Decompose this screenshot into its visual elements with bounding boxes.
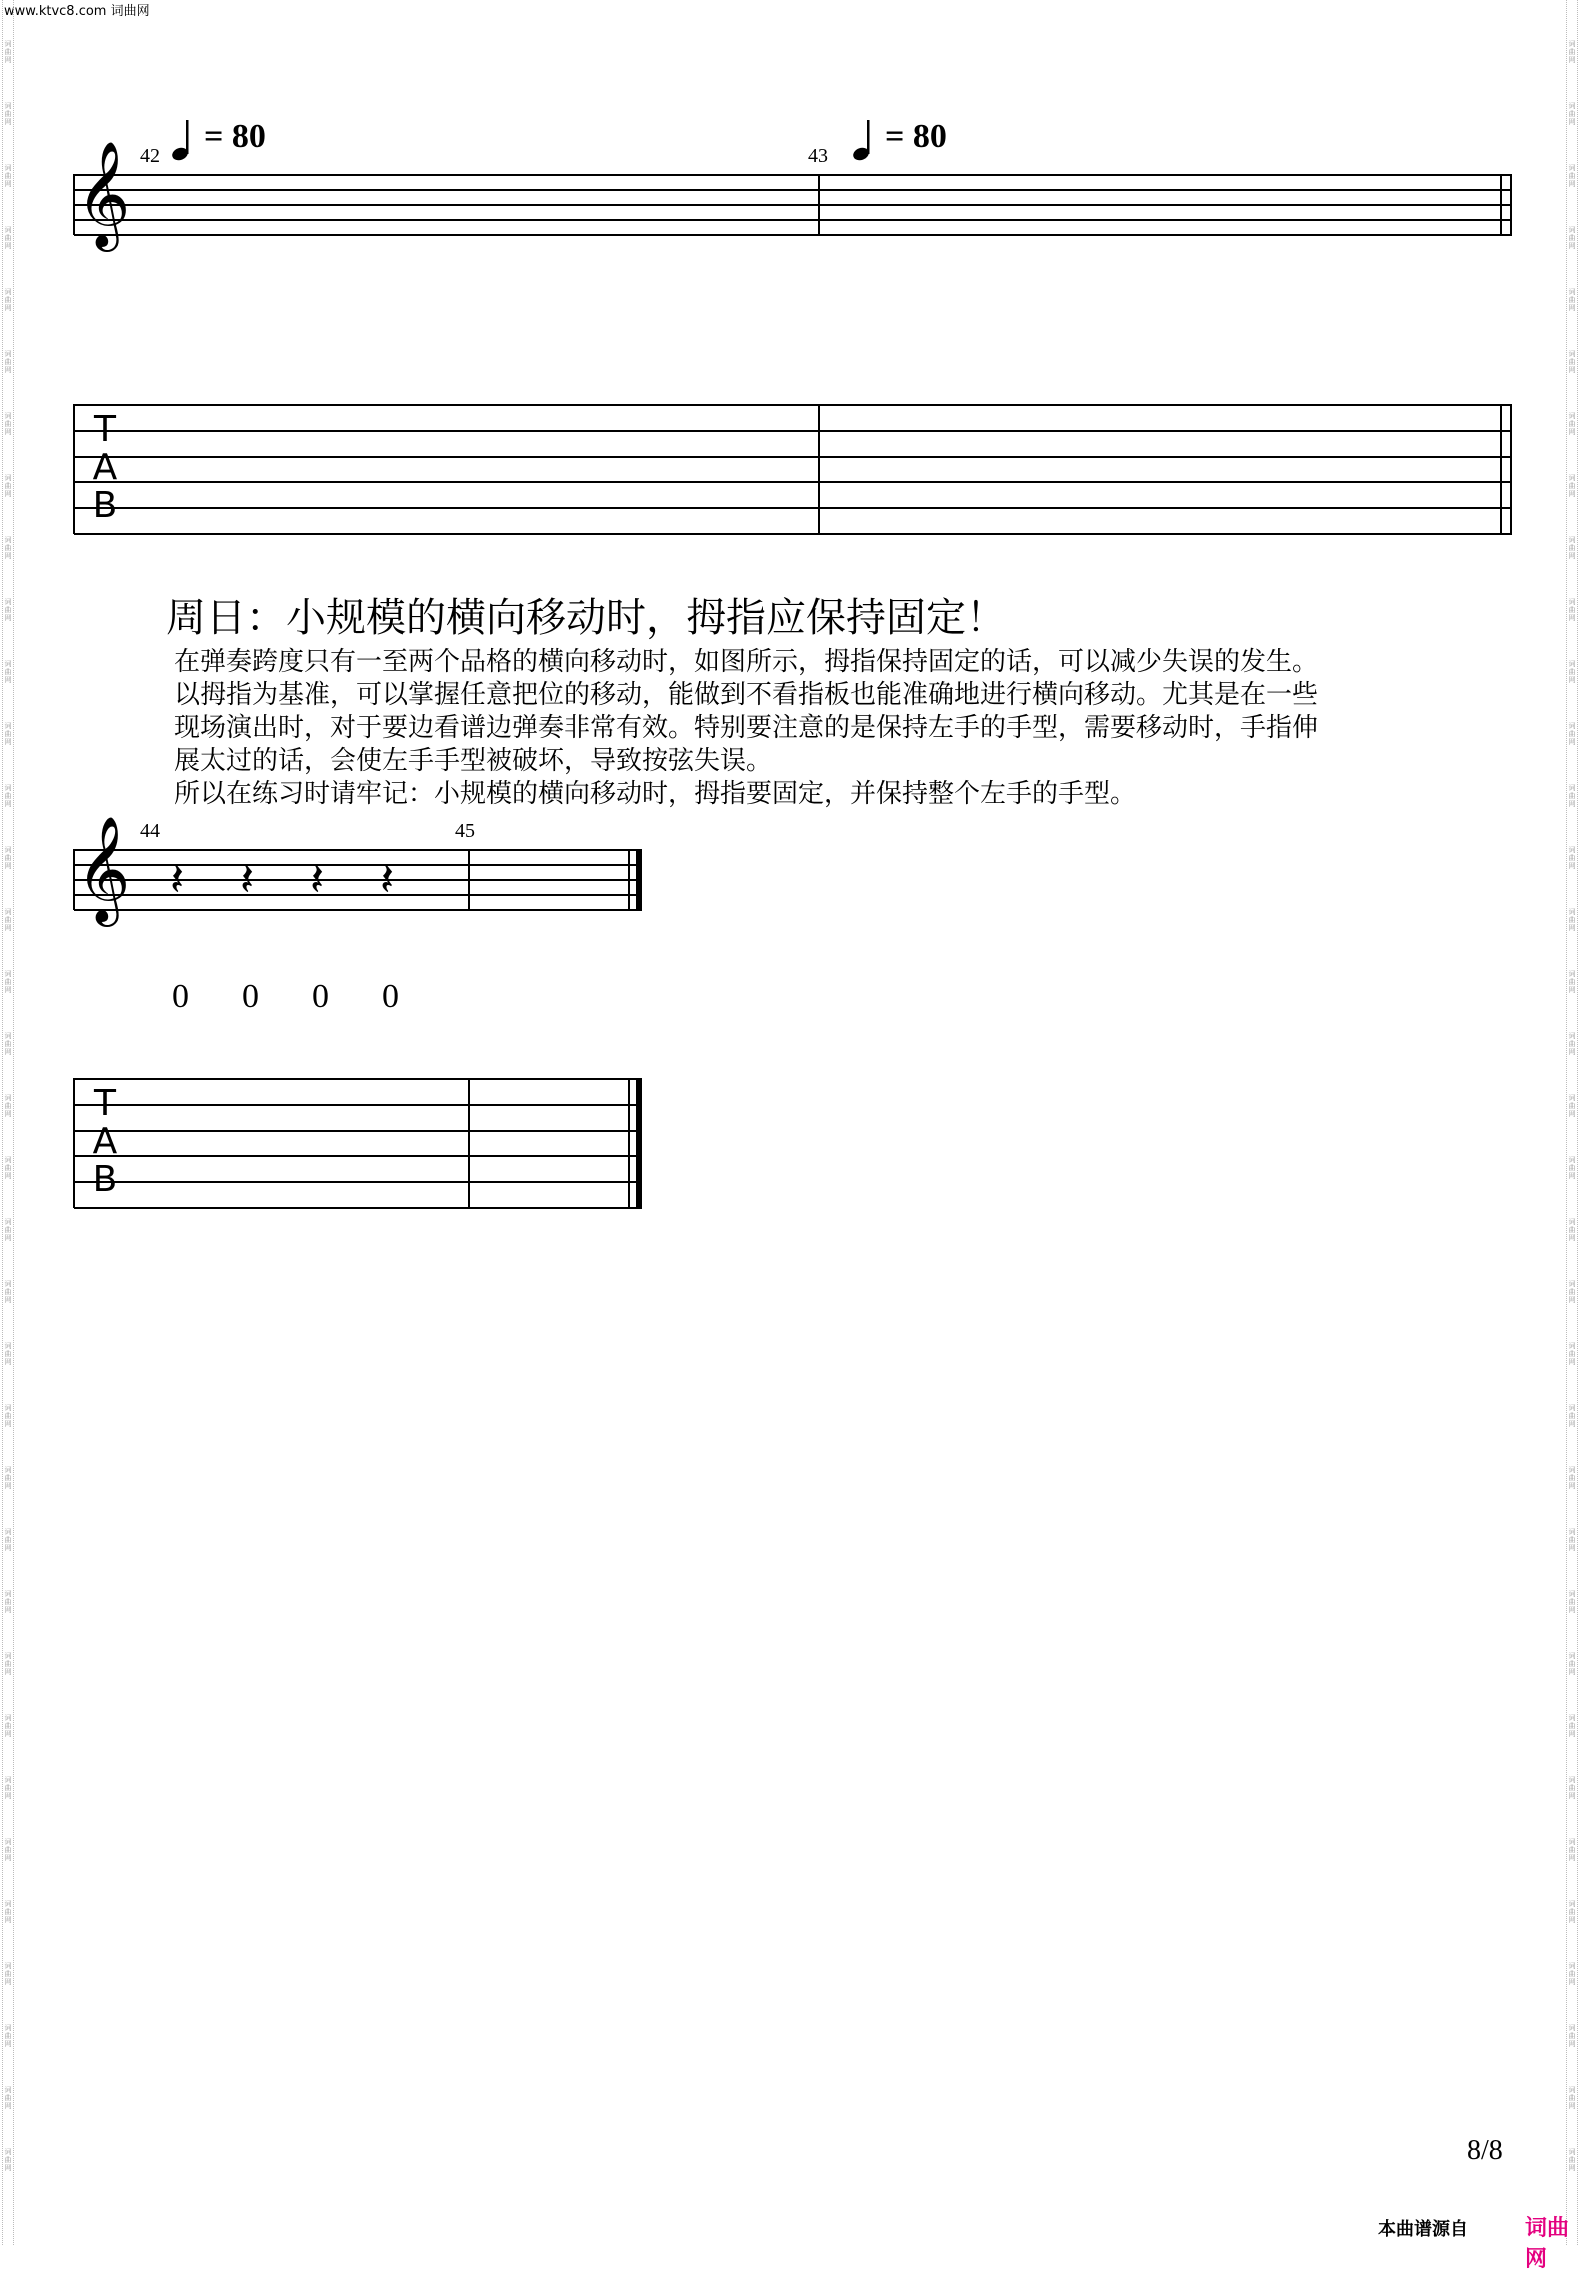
side-watermark-mark: 词 曲 网: [4, 2086, 12, 2110]
side-watermark-mark: 词 曲 网: [4, 1218, 12, 1242]
beat-number: 0: [172, 978, 189, 1015]
side-watermark-mark: 词 曲 网: [1568, 102, 1576, 126]
tab-letter-a: A: [92, 1121, 118, 1162]
side-watermark-mark: 词 曲 网: [4, 1280, 12, 1304]
quarter-note-icon: [170, 118, 200, 164]
side-watermark-mark: 词 曲 网: [1568, 2024, 1576, 2048]
side-watermark-mark: 词 曲 网: [1568, 784, 1576, 808]
paragraph-line: 在弹奏跨度只有一至两个品格的横向移动时，如图所示，拇指保持固定的话，可以减少失误的发生。: [174, 647, 1319, 677]
treble-clef-icon: 𝄞: [76, 815, 131, 922]
side-watermark-mark: 词 曲 网: [4, 164, 12, 188]
side-watermark-mark: 词 曲 网: [1568, 1342, 1576, 1366]
side-watermark-mark: 词 曲 网: [4, 1776, 12, 1800]
beat-number: 0: [382, 978, 399, 1015]
side-watermark-mark: 词 曲 网: [4, 2148, 12, 2172]
barline: [628, 1078, 630, 1208]
side-watermark-mark: 词 曲 网: [1568, 288, 1576, 312]
side-watermark-mark: 词 曲 网: [1568, 970, 1576, 994]
paragraph-line: 以拇指为基准，可以掌握任意把位的移动，能做到不看指板也能准确地进行横向移动。尤其是在一些: [174, 680, 1319, 710]
side-watermark-mark: 词 曲 网: [4, 474, 12, 498]
side-watermark-mark: 词 曲 网: [4, 660, 12, 684]
side-watermark-mark: 词 曲 网: [1568, 40, 1576, 64]
final-barline: [636, 849, 642, 910]
quarter-rest-icon: 𝄽: [380, 852, 395, 906]
side-watermark-mark: 词 曲 网: [4, 1342, 12, 1366]
right-watermark-strip: [1566, 0, 1578, 2245]
barline: [818, 404, 820, 534]
side-watermark-mark: 词 曲 网: [4, 1032, 12, 1056]
side-watermark-mark: 词 曲 网: [1568, 536, 1576, 560]
side-watermark-mark: 词 曲 网: [1568, 1218, 1576, 1242]
section-heading: 周日：小规模的横向移动时，拇指应保持固定！: [166, 595, 1006, 641]
paragraph-line: 现场演出时，对于要边看谱边弹奏非常有效。特别要注意的是保持左手的手型，需要移动时，手指伸: [174, 713, 1319, 743]
beat-number: 0: [242, 978, 259, 1015]
side-watermark-mark: 词 曲 网: [1568, 226, 1576, 250]
barline: [73, 404, 75, 534]
side-watermark-mark: 词 曲 网: [1568, 1838, 1576, 1862]
barline: [628, 849, 630, 910]
tempo-value: = 80: [204, 118, 266, 155]
side-watermark-mark: 词 曲 网: [1568, 1714, 1576, 1738]
side-watermark-mark: 词 曲 网: [1568, 1466, 1576, 1490]
quarter-rest-icon: 𝄽: [310, 852, 325, 906]
side-watermark-mark: 词 曲 网: [1568, 474, 1576, 498]
side-watermark-mark: 词 曲 网: [4, 1528, 12, 1552]
barline: [1500, 174, 1502, 235]
side-watermark-mark: 词 曲 网: [4, 970, 12, 994]
side-watermark-mark: 词 曲 网: [4, 908, 12, 932]
side-watermark-mark: 词 曲 网: [4, 784, 12, 808]
side-watermark-mark: 词 曲 网: [4, 722, 12, 746]
side-watermark-mark: 词 曲 网: [4, 1652, 12, 1676]
side-watermark-mark: 词 曲 网: [4, 412, 12, 436]
side-watermark-mark: 词 曲 网: [4, 1900, 12, 1924]
side-watermark-mark: 词 曲 网: [1568, 846, 1576, 870]
side-watermark-mark: 词 曲 网: [1568, 1094, 1576, 1118]
measure-number-44: 44: [140, 820, 160, 842]
side-watermark-mark: 词 曲 网: [4, 2024, 12, 2048]
page-number: 8/8: [1467, 2135, 1503, 2166]
side-watermark-mark: 词 曲 网: [1568, 1652, 1576, 1676]
tab-letter-a: A: [92, 447, 118, 488]
side-watermark-mark: 词 曲 网: [1568, 1280, 1576, 1304]
side-watermark-mark: 词 曲 网: [4, 1714, 12, 1738]
side-watermark-mark: 词 曲 网: [4, 1404, 12, 1428]
side-watermark-mark: 词 曲 网: [4, 1962, 12, 1986]
side-watermark-mark: 词 曲 网: [4, 536, 12, 560]
side-watermark-mark: 词 曲 网: [1568, 1404, 1576, 1428]
header-url: www.ktvc8.com 词曲网: [4, 4, 150, 19]
side-watermark-mark: 词 曲 网: [1568, 2086, 1576, 2110]
measure-number-45: 45: [455, 820, 475, 842]
side-watermark-mark: 词 曲 网: [1568, 660, 1576, 684]
side-watermark-mark: 词 曲 网: [4, 1466, 12, 1490]
side-watermark-mark: 词 曲 网: [1568, 2148, 1576, 2172]
side-watermark-mark: 词 曲 网: [1568, 722, 1576, 746]
beat-number: 0: [312, 978, 329, 1015]
side-watermark-mark: 词 曲 网: [1568, 1590, 1576, 1614]
side-watermark-mark: 词 曲 网: [4, 1590, 12, 1614]
barline: [73, 174, 75, 235]
side-watermark-mark: 词 曲 网: [1568, 1776, 1576, 1800]
side-watermark-mark: 词 曲 网: [4, 1156, 12, 1180]
barline: [468, 1078, 470, 1208]
barline: [73, 849, 75, 910]
footer-brand-logo: 词曲网: [1525, 2216, 1570, 2272]
side-watermark-mark: 词 曲 网: [4, 102, 12, 126]
barline: [1500, 404, 1502, 534]
tab-letter-b: B: [92, 485, 118, 526]
measure-number-43: 43: [808, 145, 828, 167]
side-watermark-mark: 词 曲 网: [1568, 1156, 1576, 1180]
tab-letter-t: T: [94, 409, 116, 450]
side-watermark-mark: 词 曲 网: [1568, 1528, 1576, 1552]
side-watermark-mark: 词 曲 网: [1568, 164, 1576, 188]
tab-letter-t: T: [94, 1083, 116, 1124]
side-watermark-mark: 词 曲 网: [1568, 1900, 1576, 1924]
quarter-rest-icon: 𝄽: [240, 852, 255, 906]
side-watermark-mark: 词 曲 网: [1568, 598, 1576, 622]
barline: [1510, 404, 1512, 534]
paragraph-line: 展太过的话，会使左手手型被破坏，导致按弦失误。: [174, 746, 773, 776]
paragraph-line: 所以在练习时请牢记：小规模的横向移动时，拇指要固定，并保持整个左手的手型。: [174, 779, 1137, 809]
measure-number-42: 42: [140, 145, 160, 167]
side-watermark-mark: 词 曲 网: [1568, 412, 1576, 436]
side-watermark-mark: 词 曲 网: [1568, 1032, 1576, 1056]
quarter-rest-icon: 𝄽: [170, 852, 185, 906]
footer-source-text: 本曲谱源自: [1378, 2219, 1468, 2240]
treble-clef-icon: 𝄞: [76, 140, 131, 247]
tab-letter-b: B: [92, 1159, 118, 1200]
quarter-note-icon: [851, 118, 881, 164]
barline: [818, 174, 820, 235]
side-watermark-mark: 词 曲 网: [1568, 1962, 1576, 1986]
tempo-value: = 80: [885, 118, 947, 155]
barline: [468, 849, 470, 910]
side-watermark-mark: 词 曲 网: [4, 1838, 12, 1862]
side-watermark-mark: 词 曲 网: [1568, 350, 1576, 374]
final-barline: [636, 1078, 642, 1208]
barline: [1510, 174, 1512, 235]
side-watermark-mark: 词 曲 网: [4, 288, 12, 312]
side-watermark-mark: 词 曲 网: [4, 1094, 12, 1118]
side-watermark-mark: 词 曲 网: [4, 598, 12, 622]
side-watermark-mark: 词 曲 网: [1568, 908, 1576, 932]
side-watermark-mark: 词 曲 网: [4, 226, 12, 250]
side-watermark-mark: 词 曲 网: [4, 846, 12, 870]
side-watermark-mark: 词 曲 网: [4, 350, 12, 374]
barline: [73, 1078, 75, 1208]
side-watermark-mark: 词 曲 网: [4, 40, 12, 64]
left-watermark-strip: [2, 0, 14, 2245]
